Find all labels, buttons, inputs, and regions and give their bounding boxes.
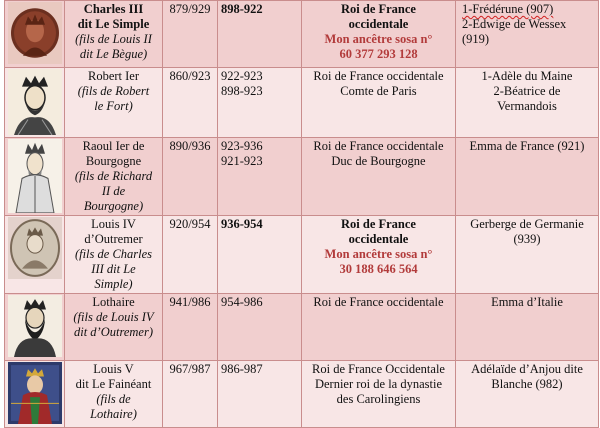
life-dates: 879/929 [169, 2, 211, 16]
spouses-cell [456, 68, 599, 138]
crowned-king-portrait-icon [8, 139, 62, 213]
name-line: Lothaire [92, 295, 135, 309]
sosa-note: Mon ancêtre sosa n° [324, 247, 433, 261]
life-dates-cell [163, 138, 218, 216]
coin-portrait-icon [8, 2, 62, 64]
filiation-line: (fils de Richard [74, 169, 153, 183]
titles-line: Roi de France [341, 2, 416, 16]
name-line: Robert Ier [87, 69, 140, 83]
filiation-line: III dit Le [91, 262, 136, 276]
name-line: dit Le Fainéant [75, 377, 152, 391]
name-line: Charles III [83, 2, 144, 16]
titles-cell [302, 68, 456, 138]
titles-cell [302, 138, 456, 216]
kings-table [4, 0, 599, 428]
spouse-line: 1-Adèle du Maine [481, 69, 573, 83]
name-line: Louis IV [91, 217, 136, 231]
titles-line: Comte de Paris [340, 84, 417, 98]
king-row [5, 294, 599, 361]
reign-line: 936-954 [221, 217, 263, 231]
titles-line: des Carolingiens [336, 392, 421, 406]
spouse-line: Vermandois [497, 99, 557, 113]
spouses-cell [456, 361, 599, 428]
name-line: Raoul Ier de [82, 139, 145, 153]
reign-line: 921-923 [221, 154, 263, 168]
portrait-cell [5, 68, 65, 138]
titles-cell [302, 294, 456, 361]
king-row [5, 1, 599, 68]
reign-dates-cell [218, 361, 302, 428]
sosa-note: Mon ancêtre sosa n° [324, 32, 433, 46]
life-dates-cell [163, 216, 218, 294]
name-line: Louis V [93, 362, 134, 376]
reign-line: 986-987 [221, 362, 263, 376]
reign-dates-cell [218, 294, 302, 361]
sosa-note: 30 188 646 564 [339, 262, 418, 276]
spouse-line: 2-Edwige de Wessex [462, 17, 567, 31]
king-row [5, 216, 599, 294]
titles-cell [302, 216, 456, 294]
spouse-line: Gerberge de Germanie [470, 217, 584, 231]
king-name-cell [65, 68, 163, 138]
king-row [5, 361, 599, 428]
medallion-portrait-icon [8, 217, 62, 279]
titles-line: Roi de France Occidentale [312, 362, 445, 376]
sosa-note: 60 377 293 128 [339, 47, 418, 61]
king-row [5, 68, 599, 138]
bearded-king-portrait-icon [8, 295, 62, 357]
filiation-line: (fils de Charles [74, 247, 153, 261]
life-dates: 920/954 [169, 217, 211, 231]
titles-line: Duc de Bourgogne [331, 154, 426, 168]
filiation-line: (fils de Louis IV [73, 310, 154, 324]
reign-line: 898-922 [221, 2, 263, 16]
titles-line: Roi de France occidentale [313, 139, 444, 153]
titles-line: occidentale [348, 17, 409, 31]
reign-line: 922-923 [221, 69, 263, 83]
titles-cell [302, 1, 456, 68]
titles-line: Dernier roi de la dynastie [314, 377, 443, 391]
king-name-cell [65, 1, 163, 68]
spouse-line: (919) [462, 32, 490, 46]
filiation-line: (fils de Robert [77, 84, 150, 98]
portrait-cell [5, 1, 65, 68]
filiation-line: le Fort) [94, 99, 133, 113]
king-name-cell [65, 294, 163, 361]
kings-table-body [5, 1, 599, 428]
spouse-line: Blanche (982) [491, 377, 563, 391]
filiation-line: (fils de [96, 392, 131, 406]
reign-line: 923-936 [221, 139, 263, 153]
life-dates: 860/923 [169, 69, 211, 83]
name-line: d’Outremer [84, 232, 143, 246]
life-dates-cell [163, 1, 218, 68]
stained-glass-portrait-icon [8, 362, 62, 424]
spouses-cell [456, 294, 599, 361]
life-dates-cell [163, 361, 218, 428]
life-dates: 941/986 [169, 295, 211, 309]
filiation-line: (fils de Louis II [75, 32, 152, 46]
spouses-cell [456, 216, 599, 294]
portrait-cell [5, 361, 65, 428]
king-name-cell [65, 361, 163, 428]
name-line: dit Le Simple [77, 17, 150, 31]
filiation-line: II de [101, 184, 126, 198]
spouses-cell [456, 138, 599, 216]
engraving-portrait-icon [8, 69, 62, 135]
king-name-cell [65, 216, 163, 294]
spouse-line: (939) [513, 232, 541, 246]
king-name-cell [65, 138, 163, 216]
spouses-cell [456, 1, 599, 68]
reign-dates-cell [218, 216, 302, 294]
reign-line: 954-986 [221, 295, 263, 309]
life-dates: 967/987 [169, 362, 211, 376]
portrait-cell [5, 294, 65, 361]
filiation-line: dit Le Bègue) [79, 47, 148, 61]
reign-dates-cell [218, 138, 302, 216]
titles-line: Roi de France occidentale [313, 295, 444, 309]
spouse-line: Emma d’Italie [491, 295, 563, 309]
life-dates: 890/936 [169, 139, 211, 153]
king-row [5, 138, 599, 216]
filiation-line: dit d’Outremer) [73, 325, 154, 339]
life-dates-cell [163, 294, 218, 361]
reign-line: 898-923 [221, 84, 263, 98]
spouse-line: Emma de France (921) [469, 139, 585, 153]
filiation-line: Simple) [94, 277, 133, 291]
portrait-cell [5, 138, 65, 216]
life-dates-cell [163, 68, 218, 138]
filiation-line: Bourgogne) [83, 199, 144, 213]
filiation-line: Lothaire) [90, 407, 137, 421]
titles-line: Roi de France [341, 217, 416, 231]
name-line: Bourgogne [85, 154, 142, 168]
titles-line: occidentale [348, 232, 409, 246]
spouse-line: 1-Frédérune (907) [462, 2, 554, 16]
spouse-line: Adélaïde d’Anjou dite [471, 362, 583, 376]
titles-line: Roi de France occidentale [313, 69, 444, 83]
spouse-line: 2-Béatrice de [493, 84, 561, 98]
reign-dates-cell [218, 68, 302, 138]
portrait-cell [5, 216, 65, 294]
reign-dates-cell [218, 1, 302, 68]
titles-cell [302, 361, 456, 428]
